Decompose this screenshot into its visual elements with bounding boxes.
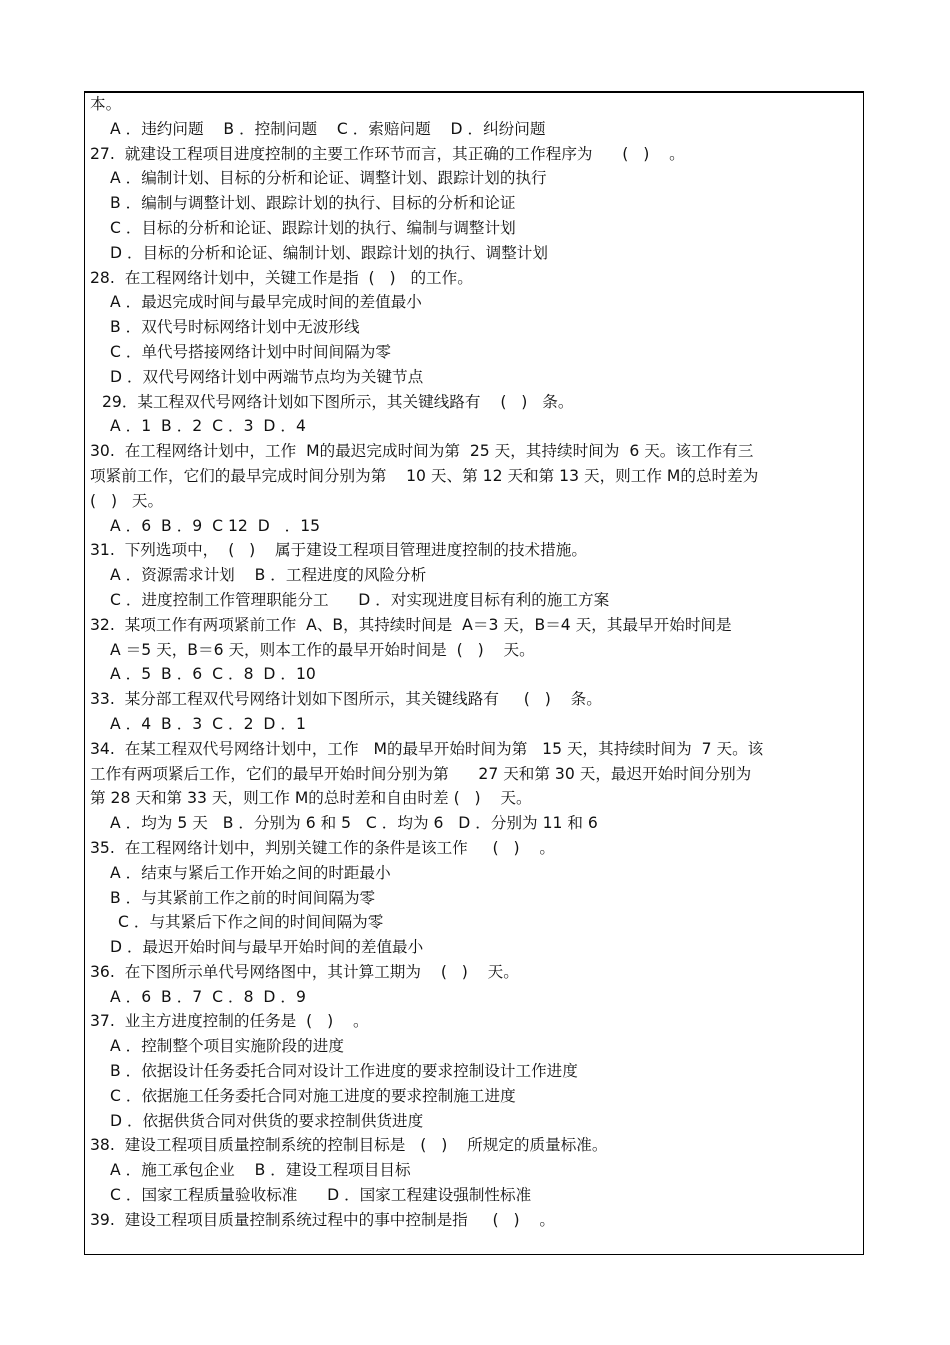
option-line: D ．双代号网络计划中两端节点均为关键节点 — [110, 367, 424, 386]
option-line: A ．施工承包企业 B ．建设工程项目目标 — [110, 1161, 411, 1180]
option-line: A ．5 B ．6 C ．8 D ．10 — [110, 665, 316, 684]
option-line: D ．目标的分析和论证、编制计划、跟踪计划的执行、调整计划 — [110, 243, 548, 262]
option-line: D ．最迟开始时间与最早开始时间的差值最小 — [110, 938, 424, 957]
option-line: A ．6 B ．7 C ．8 D ．9 — [110, 987, 306, 1006]
option-line: A ．结束与紧后工作开始之间的时距最小 — [110, 863, 391, 882]
text-line: 工作有两项紧后工作，它们的最早开始时间分别为第 27 天和第 30 天，最迟开始时间分别为 — [90, 764, 752, 783]
question-line: 29．某工程双代号网络计划如下图所示，其关键线路有 ( ) 条。 — [102, 392, 574, 411]
text-line: ( ) 天。 — [90, 491, 164, 510]
option-line: A ．控制整个项目实施阶段的进度 — [110, 1037, 344, 1056]
option-line: A ．违约问题 B ．控制问题 C ．索赔问题 D ．纠纷问题 — [110, 119, 546, 138]
question-line: 35. 在工程网络计划中，判别关键工作的条件是该工作 ( ) 。 — [90, 838, 556, 857]
option-line: B ．编制与调整计划、跟踪计划的执行、目标的分析和论证 — [110, 194, 516, 213]
option-line: A ．编制计划、目标的分析和论证、调整计划、跟踪计划的执行 — [110, 169, 547, 188]
question-line: 31. 下列选项中， ( ) 属于建设工程项目管理进度控制的技术措施。 — [90, 541, 587, 560]
exam-text — [90, 92, 860, 1233]
question-line: 28. 在工程网络计划中，关键工作是指 ( ) 的工作。 — [90, 268, 473, 287]
option-line: B ．依据设计任务委托合同对设计工作进度的要求控制设计工作进度 — [110, 1062, 578, 1081]
question-line: 39. 建设工程项目质量控制系统过程中的事中控制是指 ( ) 。 — [90, 1210, 556, 1229]
option-line: C ．目标的分析和论证、跟踪计划的执行、编制与调整计划 — [110, 218, 516, 237]
option-line: A ＝5 天，B＝6 天，则本工作的最早开始时间是 ( ) 天。 — [110, 640, 535, 659]
question-line: 33. 某分部工程双代号网络计划如下图所示，其关键线路有 ( ) 条。 — [90, 690, 602, 709]
text-line: 项紧前工作，它们的最早完成时间分别为第 10 天、第 12 天和第 13 天，则工作 M的总时差为 — [90, 466, 759, 485]
option-line: A ．4 B ．3 C ．2 D ．1 — [110, 714, 306, 733]
option-line: A ．1 B ．2 C ．3 D ．4 — [110, 417, 306, 436]
question-line: 36. 在下图所示单代号网络图中，其计算工期为 ( ) 天。 — [90, 962, 519, 981]
text-line: 本。 — [90, 95, 122, 113]
option-line: C ．依据施工任务委托合同对施工进度的要求控制施工进度 — [110, 1086, 516, 1105]
option-line: A ．资源需求计划 B ．工程进度的风险分析 — [110, 566, 427, 585]
option-line: C ．进度控制工作管理职能分工 D ．对实现进度目标有利的施工方案 — [110, 590, 610, 609]
option-line: C ．国家工程质量验收标准 D ．国家工程建设强制性标准 — [110, 1186, 532, 1205]
option-line: D ．依据供货合同对供货的要求控制供货进度 — [110, 1111, 424, 1130]
option-line: B ．与其紧前工作之前的时间间隔为零 — [110, 888, 376, 907]
question-line: 27. 就建设工程项目进度控制的主要工作环节而言，其正确的工作程序为 ( ) 。 — [90, 144, 685, 163]
option-line: A ．最迟完成时间与最早完成时间的差值最小 — [110, 293, 422, 312]
question-line: 30. 在工程网络计划中，工作 M的最迟完成时间为第 25 天，其持续时间为 6 天。该工作有三 — [90, 442, 754, 461]
text-line: 第 28 天和第 33 天，则工作 M的总时差和自由时差 ( ) 天。 — [90, 789, 532, 808]
question-line: 32. 某项工作有两项紧前工作 A、B，其持续时间是 A＝3 天，B＝4 天，其最早开始时间是 — [90, 615, 732, 634]
question-line: 38. 建设工程项目质量控制系统的控制目标是 ( ) 所规定的质量标准。 — [90, 1136, 608, 1155]
option-line: C ．单代号搭接网络计划中时间间隔为零 — [110, 342, 391, 361]
option-line: B ．双代号时标网络计划中无波形线 — [110, 318, 360, 337]
option-line: C ．与其紧后下作之间的时间间隔为零 — [118, 913, 384, 932]
option-line: A ．均为 5 天 B ．分别为 6 和 5 C ．均为 6 D ．分别为 11 和 6 — [110, 814, 598, 833]
question-line: 37. 业主方进度控制的任务是 ( ) 。 — [90, 1012, 369, 1031]
option-line: A ．6 B ．9 C 12 D ．15 — [110, 516, 321, 535]
question-line: 34. 在某工程双代号网络计划中，工作 M的最早开始时间为第 15 天，其持续时间为 7 天。该 — [90, 739, 764, 758]
